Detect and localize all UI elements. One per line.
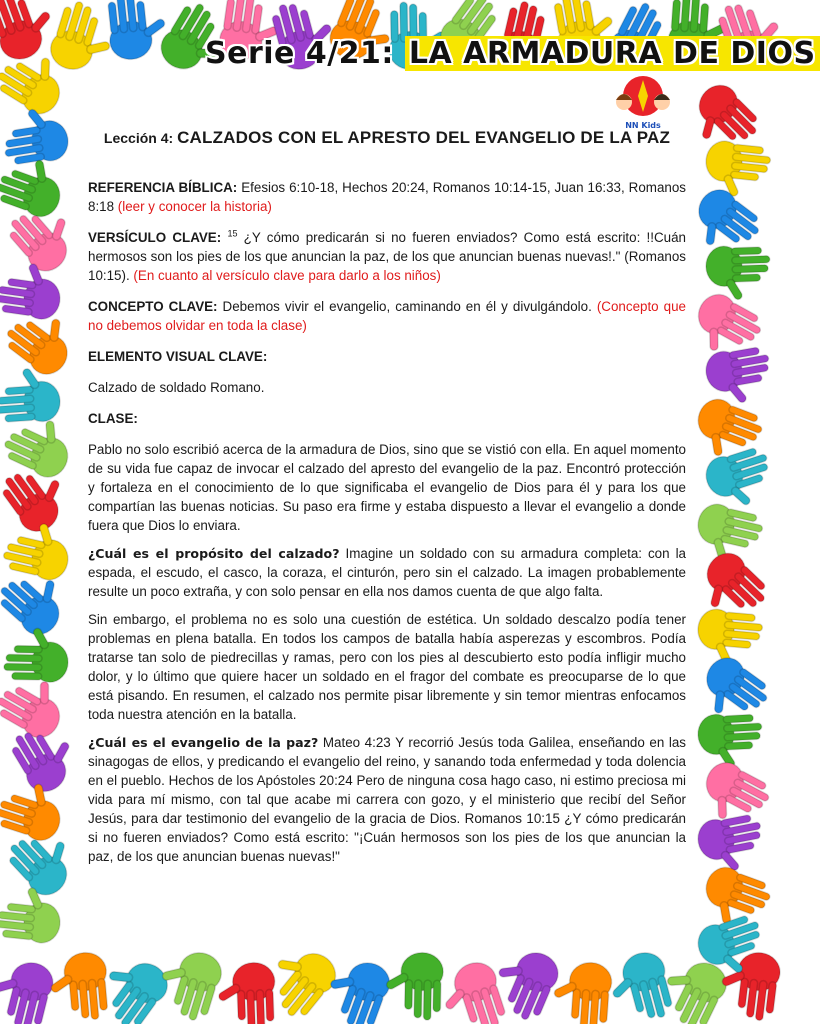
versiculo-text: ¿Y cómo predicarán si no fueren enviados? Como está escrito: !!Cuán hermosos son los pies de los que anuncian la paz, de los que anuncian buenas nuevas!." (Romanos 10:15). [88, 230, 686, 283]
clase-heading [88, 409, 686, 428]
series-title-highlight: LA ARMADURA DE DIOS [405, 36, 820, 71]
clase-paragraph-4 [88, 733, 686, 866]
concepto-label: CONCEPTO CLAVE: [88, 299, 218, 314]
clase-text-2: Imagine un soldado con su armadura completa: con la espada, el escudo, el casco, la coraza, el cinturón, pero sin el calzado. La imagen probablemente resulte un poco extraña, y con solo pensar en ella nos damos cuenta de que algo falta. [88, 546, 686, 599]
series-title [205, 32, 816, 76]
hand-icon [603, 948, 676, 1024]
hand-icon [385, 952, 444, 1020]
referencia-paragraph [88, 178, 686, 216]
versiculo-note: (En cuanto al versículo clave para darlo a los niños) [133, 268, 441, 283]
concepto-note: (Concepto que no debemos olvidar en toda la clase) [88, 299, 686, 333]
question-gospel-peace: ¿Cuál es el evangelio de la paz? [88, 735, 319, 750]
kids-church-logo-icon [612, 72, 674, 130]
clase-text-4: Mateo 4:23 Y recorrió Jesús toda Galilea, enseñando en las sinagogas de ellos, y predicando el evangelio del reino, y sanando toda enfermedad y toda dolencia en el pueblo. Hechos de los Apóstoles 20:24 Pero de ninguna cosa hago caso, ni estimo preciosa mi vida para mí mismo, con tal que acabe mi carrera con gozo, y el ministerio que recibí del Señor Jesús, para dar testimonio del evangelio de la gracia de Dios. Romanos 10:15 ¿Y cómo predicarán si no fueren enviados? Como está escrito: "¡Cuán hermosos son los pies de los que anuncian la paz, de los que anuncian buenas nuevas!" [88, 735, 686, 864]
hand-icon [0, 103, 71, 167]
lesson-label: Lección 4: [103, 130, 178, 146]
referencia-label: REFERENCIA BÍBLICA: [88, 180, 238, 195]
versiculo-paragraph [88, 228, 686, 285]
clase-paragraph-3: Sin embargo, el problema no es solo una cuestión de estética. Un soldado descalzo podía tener problemas en plena batalla. En todos los campos de batalla había asperezas y escombros. Podía tratarse tan solo de piedrecillas y ramas, pero con los pies al descubierto esto podía infligir mucho dolor, y lo último que quiere hacer un soldado en el fragor del combate es preocuparse de lo que está pisando. En resumen, el calzado nos permite pisar libremente y sin temor mientras enfocamos toda nuestra atención en la batalla. [88, 612, 686, 722]
hand-icon [705, 245, 771, 302]
question-purpose-shoes: ¿Cuál es el propósito del calzado? [88, 546, 340, 561]
elemento-heading [88, 347, 686, 366]
hand-icon [695, 811, 768, 877]
hand-icon [4, 626, 69, 682]
logo-text: NN Kids [625, 121, 661, 130]
hand-icon [216, 962, 276, 1024]
hand-icon [47, 951, 110, 1023]
lesson-heading [88, 128, 686, 148]
elemento-text: Calzado de soldado Romano. [88, 380, 265, 395]
lesson-content [88, 128, 686, 875]
hand-icon [0, 365, 61, 424]
referencia-note: (leer y conocer la historia) [117, 199, 272, 214]
hand-icon [551, 960, 613, 1024]
concepto-paragraph [88, 297, 686, 335]
elemento-label: ELEMENTO VISUAL CLAVE: [88, 349, 268, 364]
clase-paragraph-1: Pablo no solo escribió acerca de la armadura de Dios, sino que se vistió con ella. En aquel momento de su vida fue capaz de invocar el calzado del apresto del evangelio de la paz. Encontró protección y fortaleza en el conocimiento de lo que significaba el evangelio de Dios para él y para los que compartían las buenas noticias. Su paso era firme y estaba dispuesto a llevar el evangelio a donde fuera que Dios lo enviara. [88, 442, 686, 533]
series-prefix: Serie 4/21: [205, 36, 405, 71]
lesson-title: CALZADOS CON EL APRESTO DEL EVANGELIO DE LA PAZ [177, 128, 671, 147]
hand-icon [0, 955, 57, 1024]
verse-number: 15 [227, 228, 238, 239]
hand-icon [435, 958, 511, 1024]
concepto-text: Debemos vivir el evangelio, caminando en él y divulgándolo. [217, 299, 597, 314]
clase-label: CLASE: [88, 411, 138, 426]
referencia-text: Efesios 6:10-18, Hechos 20:24, Romanos 10:14-15, Juan 16:33, Romanos 8:18 [88, 180, 686, 214]
clase-paragraph-2 [88, 544, 686, 601]
hand-icon [697, 712, 764, 770]
versiculo-label: VERSÍCULO CLAVE: [88, 230, 222, 245]
hand-icon [105, 0, 170, 61]
